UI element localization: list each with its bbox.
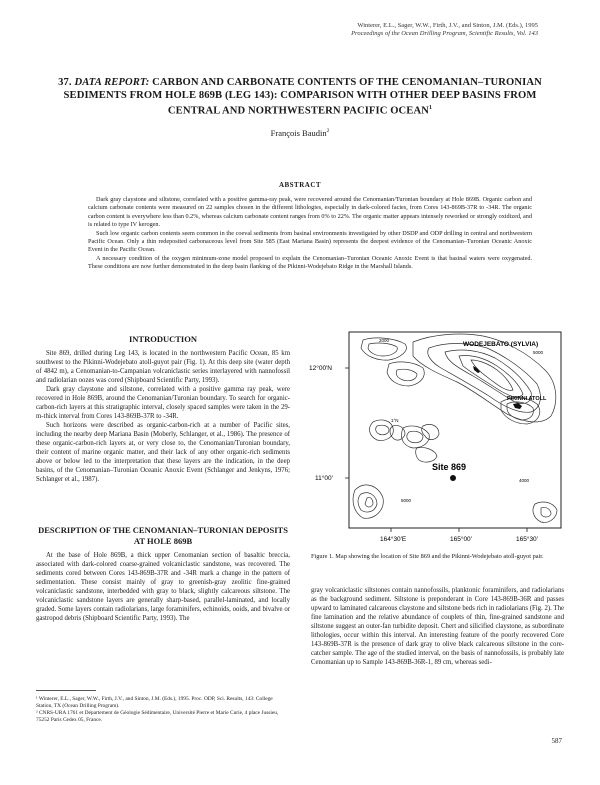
contour-label: 4000 xyxy=(519,478,530,483)
title-text: CARBON AND CARBONATE CONTENTS OF THE CENOMANIAN–TURONIAN SEDIMENTS FROM HOLE 869B (LEG 143): COMPARISON WITH OTHER DEEP BASINS FROM CENTRAL AND NORTHWESTERN PACIFIC OCEAN xyxy=(63,77,542,117)
wodejebato-label: WODEJEBATO (SYLVIA) xyxy=(463,341,539,348)
pikinni-label: PIKINNI ATOLL xyxy=(507,396,547,402)
description-body xyxy=(36,551,290,623)
figure-1-map xyxy=(305,330,565,548)
author-footnote-mark: 2 xyxy=(326,128,330,135)
lat-label-bottom: 11°00' xyxy=(315,475,333,482)
lat-label-top: 12°00'N xyxy=(309,365,332,372)
figure-1-caption: Figure 1. Map showing the location of Site 869 and the Pikinni-Wodejebato atoll-guyot pair. xyxy=(311,553,544,560)
introduction-heading: INTRODUCTION xyxy=(128,334,197,344)
page-number: 587 xyxy=(551,737,562,745)
intro-paragraph: Such horizons were described as organic-carbon-rich at a number of Pacific sites, including the nearby deep Mariana Basin (Moberly, Schlanger, et al., 1986). The presence of these organic-carbon-rich layers at, or very close to, the Cenomanian/Turonian boundary, their content of marine organic matter, and their lack of any other organic-rich sediments above or below led to the interpretation that these layers are the indication, in the deep basins, of the Cenomanian–Turonian Oceanic Anoxic Event (Schlanger and Jenkyns, 1976; Schlanger et al., 1987). xyxy=(36,421,290,484)
abstract-paragraph: A necessary condition of the oxygen minimum-zone model proposed to explain the Cenomanian–Turonian Oceanic Anoxic Event is that basinal waters were oxygenated. These conditions are now further demonstrated in the deep basin flanking of the Pikinni-Wodejebato Ridge in the Marshall Islands. xyxy=(88,254,532,271)
lon-label: 165°00' xyxy=(450,536,472,543)
left-column xyxy=(36,334,290,484)
contour-label: 1°N xyxy=(391,418,399,423)
lon-label: 164°30'E xyxy=(380,536,407,543)
footnotes xyxy=(36,696,290,724)
intro-paragraph: Dark gray claystone and siltstone, correlated with a positive gamma ray peak, were recovered in Hole 869B, around the Cenomanian/Turonian boundary. To search for organic-carbon-rich layers at this stratigraphic interval, closely spaced samples were taken in the 29-m-thick interval from Cores 143-869B-37R to -34R. xyxy=(36,385,290,420)
site-869-label: Site 869 xyxy=(432,462,467,472)
contour-label: 2000 xyxy=(379,338,390,343)
header-citation: Winterer, E.L., Sager, W.W., Firth, J.V., and Sinton, J.M. (Eds.), 1995 xyxy=(357,22,538,29)
abstract-heading: ABSTRACT xyxy=(278,181,322,189)
abstract-paragraph: Dark gray claystone and siltstone, correlated with a positive gamma-ray peak, were recovered around the Cenomanian/Turonian boundary at Hole 869B. Organic carbon and calcium carbonate contents were measured on 22 samples chosen in the different lithologies, especially in dark-colored facies, from Cores 143-869B-37R to -34R. The organic carbon content is everywhere less than 0.2%, whereas calcium carbonate content ranges from 0% to 22%. The organic matter appears intensely reworked or strongly oxidized, and is related to type IV kerogen. xyxy=(88,196,532,229)
footnote: ² CNRS-URA 1761 et Département de Géologie Sédimentaire, Université Pierre et Marie Curie, 4 place Jussieu, 75252 Paris Cedex 05, France. xyxy=(36,710,279,723)
contour-label: 5000 xyxy=(401,498,412,503)
description-paragraph: At the base of Hole 869B, a thick upper Cenomanian section of basaltic breccia, associated with dark-colored coarse-grained volcaniclastic sandstone, was recovered. The sediments cored between Cores 143-869B-37R and -34R mark a change in the pattern of sedimentation. These consist mainly of gray to greenish-gray zeolitic fine-grained volcaniclastic sandstone, interbedded with gray to black, slightly calcareous siltstone. The volcaniclastic sandstone layers are generally sharp-based, parallel-laminated, and locally graded. Some layers contain radiolarians, large foraminifers, echinoids, ooids, and bivalve or gastropod debris (Shipboard Scientific Party, 1993). The xyxy=(36,552,290,623)
running-header xyxy=(218,22,538,38)
site-869-marker xyxy=(450,475,456,481)
map-frame xyxy=(349,332,561,528)
lon-label: 165°30' xyxy=(516,536,538,543)
footnote: ¹ Winterer, E.L., Sager, W.W., Firth, J.V., and Sinton, J.M. (Eds.), 1995. Proc. ODP, Sci. Results, 143: College Station, TX (Ocean Drilling Program). xyxy=(36,696,273,709)
title-footnote-mark: 1 xyxy=(428,105,433,111)
right-paragraph: gray volcaniclastic siltstones contain nannofossils, planktonic foraminifers, and radiolarians as the background sediment. Siltstone is preponderant in Core 143-869B-36R and passes upward to laminated calcareous claystone and siltstone beds rich in radiolarians (Fig. 2). The fine lamination and the relative abundance of couplets of thin, fine-grained sandstone and siltstone suggest an outer-fan turbidite deposit. Chert and silicified claystone, as subordinate lithologies, occur within this interval. An interesting feature of the poorly recovered Core 143-869B-37R is the presence of dark gray to olive black calcareous siltstone in the core-catcher sample. The age of the studied interval, on the basis of nannofossils, is probably late Cenomanian up to Sample 143-869B-36R-1, 89 cm, whereas sedi- xyxy=(311,587,564,667)
abstract xyxy=(88,196,532,272)
title-data-report: DATA REPORT: xyxy=(74,77,150,88)
title-number: 37. xyxy=(58,77,72,88)
author-name: François Baudin xyxy=(270,128,327,138)
footnote-rule xyxy=(36,690,96,691)
paper-title xyxy=(40,76,560,118)
contour-label: 5000 xyxy=(533,350,544,355)
introduction-body xyxy=(36,349,290,485)
header-journal: Proceedings of the Ocean Drilling Program, Scientific Results, Vol. 143 xyxy=(351,30,538,37)
right-column-body xyxy=(311,586,564,667)
author xyxy=(0,128,600,138)
abstract-paragraph: Such low organic carbon contents seem common in the coeval sediments from basinal environments investigated by other DSDP and ODP drilling in central and northwestern Pacific Ocean. Only a thin redeposited carbonaceous level from Site 585 (East Mariana Basin) represents the deepest evidence of the Cenomanian–Turonian Oceanic Anoxic Event in the Pacific Ocean. xyxy=(88,229,532,254)
intro-paragraph: Site 869, drilled during Leg 143, is located in the northwestern Pacific Ocean, 85 km southwest to the Pikinni-Wodejebato atoll-guyot pair (Fig. 1). At this deep site (water depth of 4842 m), a Cenomanian-to-Campanian volcaniclastic series interlayered with nannofossil and radiolarian oozes was cored (Shipboard Scientific Party, 1993). xyxy=(36,349,290,384)
description-heading: DESCRIPTION OF THE CENOMANIAN–TURONIAN DEPOSITS AT HOLE 869B xyxy=(38,525,288,546)
description-section xyxy=(36,525,290,623)
bathymetric-contours xyxy=(353,334,557,522)
